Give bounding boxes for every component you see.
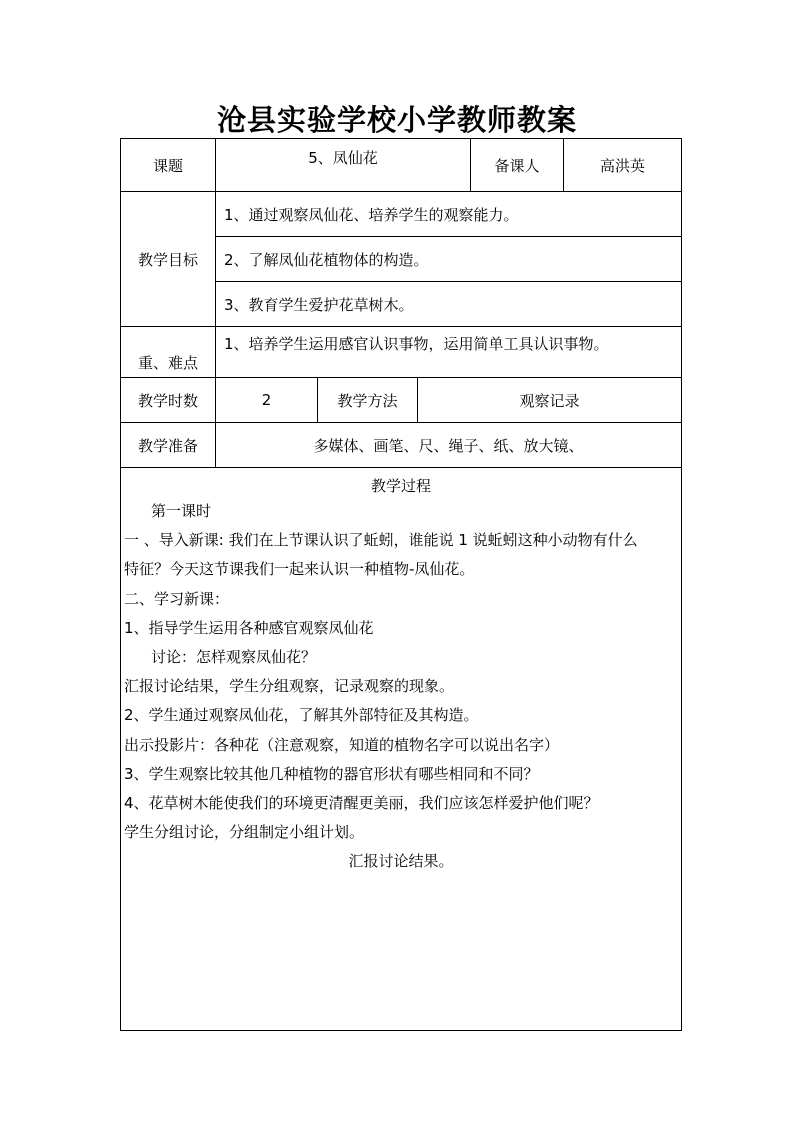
prep-row xyxy=(121,423,682,468)
hours-label: 教学时数 xyxy=(121,378,216,423)
lesson-plan-table xyxy=(120,138,682,1031)
process-line: 2、学生通过观察凤仙花，了解其外部特征及其构造。 xyxy=(124,706,479,725)
process-line: 汇报讨论结果，学生分组观察，记录观察的现象。 xyxy=(124,677,455,696)
process-line: 出示投影片：各种花（注意观察，知道的植物名字可以说出名字） xyxy=(124,735,560,754)
process-line: 特征？今天这节课我们一起来认识一种植物-凤仙花。 xyxy=(124,560,475,579)
preparer-value: 高洪英 xyxy=(564,139,682,192)
method-label: 教学方法 xyxy=(318,378,418,423)
goals-label: 教学目标 xyxy=(121,192,216,327)
method-value: 观察记录 xyxy=(418,378,682,423)
process-line: 讨论：怎样观察凤仙花？ xyxy=(151,648,317,667)
key-points-label: 重、难点 xyxy=(121,327,216,378)
process-line: 第一课时 xyxy=(151,502,212,520)
page-title: 沧县实验学校小学教师教案 xyxy=(216,103,577,137)
topic-row xyxy=(121,139,682,192)
goal-item: 2、了解凤仙花植物体的构造。 xyxy=(216,237,682,282)
process-line: 汇报讨论结果。 xyxy=(348,852,454,871)
key-points-row xyxy=(121,327,682,378)
process-line: 4、花草树木能使我们的环境更清醒更美丽，我们应该怎样爱护他们呢？ xyxy=(124,794,599,813)
key-points-value: 1、培养学生运用感官认识事物，运用简单工具认识事物。 xyxy=(216,327,682,378)
process-line: 1、指导学生运用各种感官观察凤仙花 xyxy=(124,618,374,637)
hours-row xyxy=(121,378,682,423)
goal-item: 3、教育学生爱护花草树木。 xyxy=(216,282,682,327)
topic-label: 课题 xyxy=(121,139,216,192)
topic-value: 5、凤仙花 xyxy=(216,139,471,192)
preparer-label: 备课人 xyxy=(471,139,564,192)
process-row xyxy=(121,468,682,1031)
process-line: 一 、导入新课: 我们在上节课认识了蚯蚓，谁能说 1 说蚯蚓这种小动物有什么 xyxy=(124,531,638,550)
goal-row-1 xyxy=(121,192,682,237)
prep-label: 教学准备 xyxy=(121,423,216,468)
prep-value: 多媒体、画笔、尺、绳子、纸、放大镜、 xyxy=(216,423,682,468)
process-line: 学生分组讨论，分组制定小组计划。 xyxy=(124,823,365,842)
process-line: 二、学习新课： xyxy=(124,589,230,608)
process-line: 3、学生观察比较其他几种植物的器官形状有哪些相同和不同？ xyxy=(124,764,539,783)
process-title: 教学过程 xyxy=(370,477,431,495)
goal-item: 1、通过观察凤仙花、培养学生的观察能力。 xyxy=(216,192,682,237)
process-cell xyxy=(121,468,682,1031)
hours-value: 2 xyxy=(216,378,318,423)
